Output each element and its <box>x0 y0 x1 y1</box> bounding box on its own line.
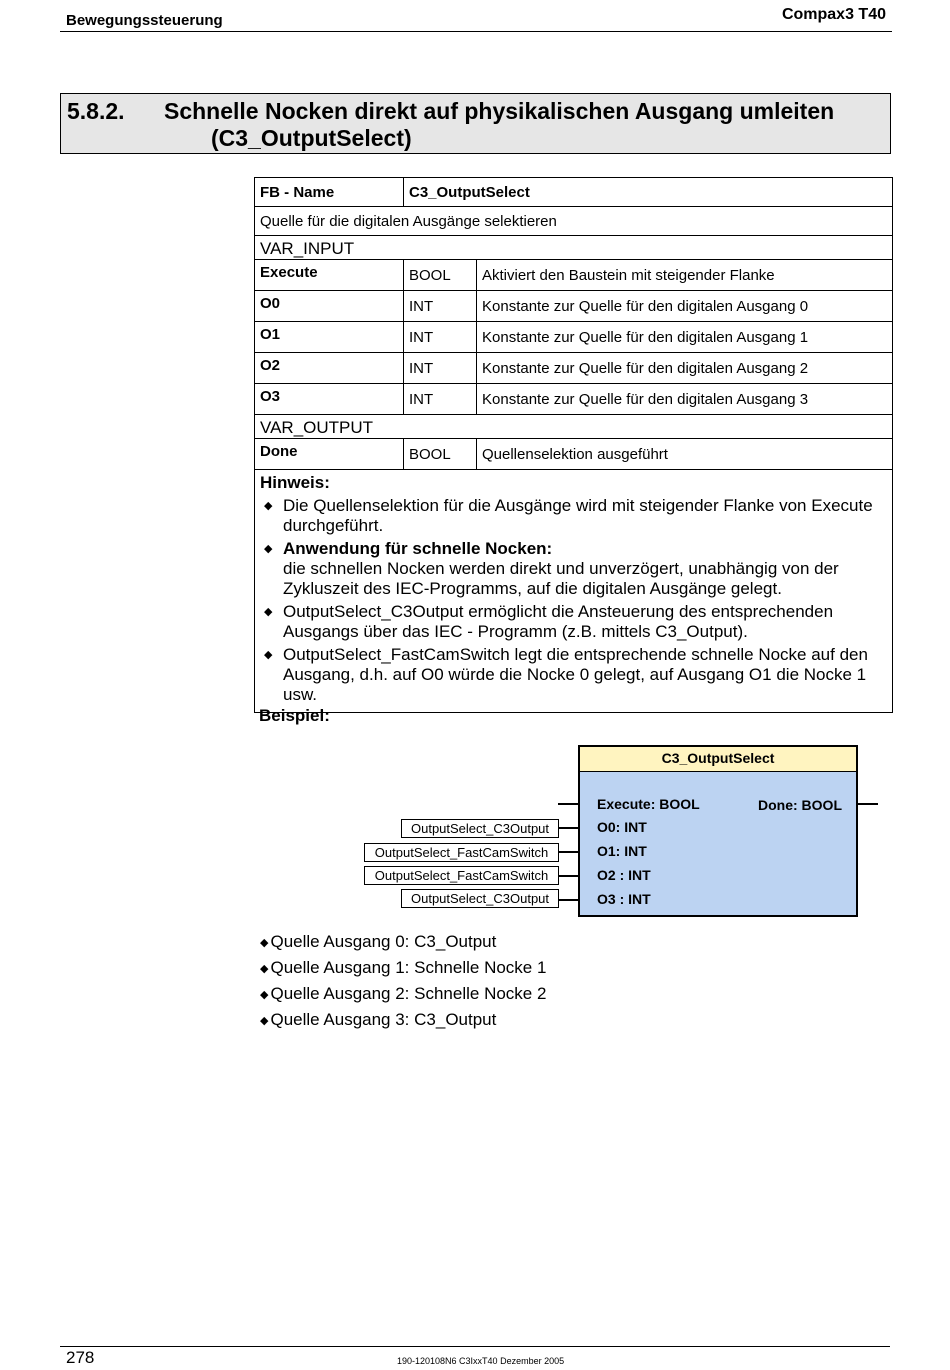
o1-wire <box>558 851 578 853</box>
input-name: O0 <box>255 291 404 322</box>
hint-bold-heading: Anwendung für schnelle Nocken: <box>283 539 553 558</box>
hint-text: die schnellen Nocken werden direkt und unverzögert, unabhängig von der Zykluszeit des IEC-Programms, auf die digitalen Ausgänge gelegt. <box>283 559 839 598</box>
table-row <box>255 415 893 439</box>
o3-wire <box>558 899 578 901</box>
bullet-diamond-icon: ◆ <box>264 606 273 618</box>
input-name: O2 <box>255 353 404 384</box>
bullet-diamond-icon: ◆ <box>260 963 269 975</box>
input-desc: Konstante zur Quelle für den digitalen Ausgang 2 <box>477 353 893 384</box>
table-row <box>255 260 893 291</box>
input-type: INT <box>404 291 477 322</box>
list-item <box>260 602 887 642</box>
output-name: Done <box>255 439 404 470</box>
table-row <box>255 353 893 384</box>
hint-text: OutputSelect_FastCamSwitch legt die entsprechende schnelle Nocke auf den Ausgang, d.h. auf O0 würde die Nocke 0 gelegt, auf Ausgang O1 die Nocke 1 usw. <box>283 645 868 704</box>
function-block-title: C3_OutputSelect <box>580 747 856 772</box>
table-row <box>255 439 893 470</box>
execute-wire <box>558 803 578 805</box>
footer-divider <box>60 1346 890 1347</box>
pin-o2: O2 : INT <box>597 867 651 883</box>
o2-wire <box>558 875 578 877</box>
o2-input-label: OutputSelect_FastCamSwitch <box>364 866 559 885</box>
pin-o3: O3 : INT <box>597 891 651 907</box>
section-number: 5.8.2. <box>67 98 125 124</box>
page-number: 278 <box>66 1348 95 1367</box>
bullet-diamond-icon: ◆ <box>260 1015 269 1027</box>
input-desc: Konstante zur Quelle für den digitalen Ausgang 3 <box>477 384 893 415</box>
list-item <box>260 496 887 536</box>
hint-title: Hinweis: <box>260 473 330 492</box>
table-row <box>255 384 893 415</box>
example-item-text: Quelle Ausgang 3: C3_Output <box>270 1010 497 1029</box>
list-item <box>260 1010 546 1036</box>
input-name: O1 <box>255 322 404 353</box>
input-type: INT <box>404 353 477 384</box>
section-title-line1: Schnelle Nocken direkt auf physikalischen Ausgang umleiten <box>164 98 835 124</box>
list-item <box>260 932 546 958</box>
input-type: INT <box>404 322 477 353</box>
bullet-diamond-icon: ◆ <box>264 543 273 555</box>
input-type: BOOL <box>404 260 477 291</box>
o1-input-label: OutputSelect_FastCamSwitch <box>364 843 559 862</box>
list-item <box>260 984 546 1010</box>
function-block <box>578 745 858 917</box>
example-item-text: Quelle Ausgang 0: C3_Output <box>270 932 497 951</box>
o3-input-label: OutputSelect_C3Output <box>401 889 559 908</box>
list-item <box>260 539 887 599</box>
output-type: BOOL <box>404 439 477 470</box>
bullet-diamond-icon: ◆ <box>260 937 269 949</box>
bullet-diamond-icon: ◆ <box>264 649 273 661</box>
input-desc: Konstante zur Quelle für den digitalen Ausgang 1 <box>477 322 893 353</box>
input-name: O3 <box>255 384 404 415</box>
pin-o0: O0: INT <box>597 819 647 835</box>
section-heading <box>60 93 891 154</box>
example-list <box>260 932 546 1036</box>
table-row <box>255 470 893 713</box>
output-desc: Quellenselektion ausgeführt <box>477 439 893 470</box>
table-row <box>255 178 893 207</box>
fb-name-value: C3_OutputSelect <box>404 178 893 207</box>
pin-done: Done: BOOL <box>758 797 842 813</box>
list-item <box>260 958 546 984</box>
pin-o1: O1: INT <box>597 843 647 859</box>
hint-text: Die Quellenselektion für die Ausgänge wird mit steigender Flanke von Execute durchgeführt. <box>283 496 873 535</box>
input-type: INT <box>404 384 477 415</box>
input-desc: Aktiviert den Baustein mit steigender Flanke <box>477 260 893 291</box>
table-row <box>255 291 893 322</box>
fb-name-label: FB - Name <box>255 178 404 207</box>
header-divider <box>60 31 892 32</box>
fb-description-table <box>254 177 893 713</box>
bullet-diamond-icon: ◆ <box>260 989 269 1001</box>
section-title-line2: (C3_OutputSelect) <box>211 125 412 151</box>
o0-wire <box>558 827 578 829</box>
var-output-heading: VAR_OUTPUT <box>255 415 893 439</box>
header-right-title: Compax3 T40 <box>781 6 886 23</box>
example-label: Beispiel: <box>259 706 330 725</box>
bullet-diamond-icon: ◆ <box>264 500 273 512</box>
header-left-title: Bewegungssteuerung <box>66 12 223 29</box>
footer-doc-id: 190-120108N6 C3IxxT40 Dezember 2005 <box>397 1356 565 1366</box>
o0-input-label: OutputSelect_C3Output <box>401 819 559 838</box>
input-name: Execute <box>255 260 404 291</box>
table-row <box>255 236 893 260</box>
fb-description: Quelle für die digitalen Ausgänge selektieren <box>255 207 893 236</box>
hint-text: OutputSelect_C3Output ermöglicht die Ansteuerung des entsprechenden Ausgangs über das IEC - Programm (z.B. mittels C3_Output). <box>283 602 834 641</box>
table-row <box>255 207 893 236</box>
hint-cell <box>255 470 893 713</box>
pin-execute: Execute: BOOL <box>597 796 700 812</box>
done-wire <box>858 803 878 805</box>
hint-list <box>260 496 887 705</box>
list-item <box>260 645 887 705</box>
example-item-text: Quelle Ausgang 1: Schnelle Nocke 1 <box>270 958 547 977</box>
var-input-heading: VAR_INPUT <box>255 236 893 260</box>
table-row <box>255 322 893 353</box>
input-desc: Konstante zur Quelle für den digitalen Ausgang 0 <box>477 291 893 322</box>
example-item-text: Quelle Ausgang 2: Schnelle Nocke 2 <box>270 984 547 1003</box>
